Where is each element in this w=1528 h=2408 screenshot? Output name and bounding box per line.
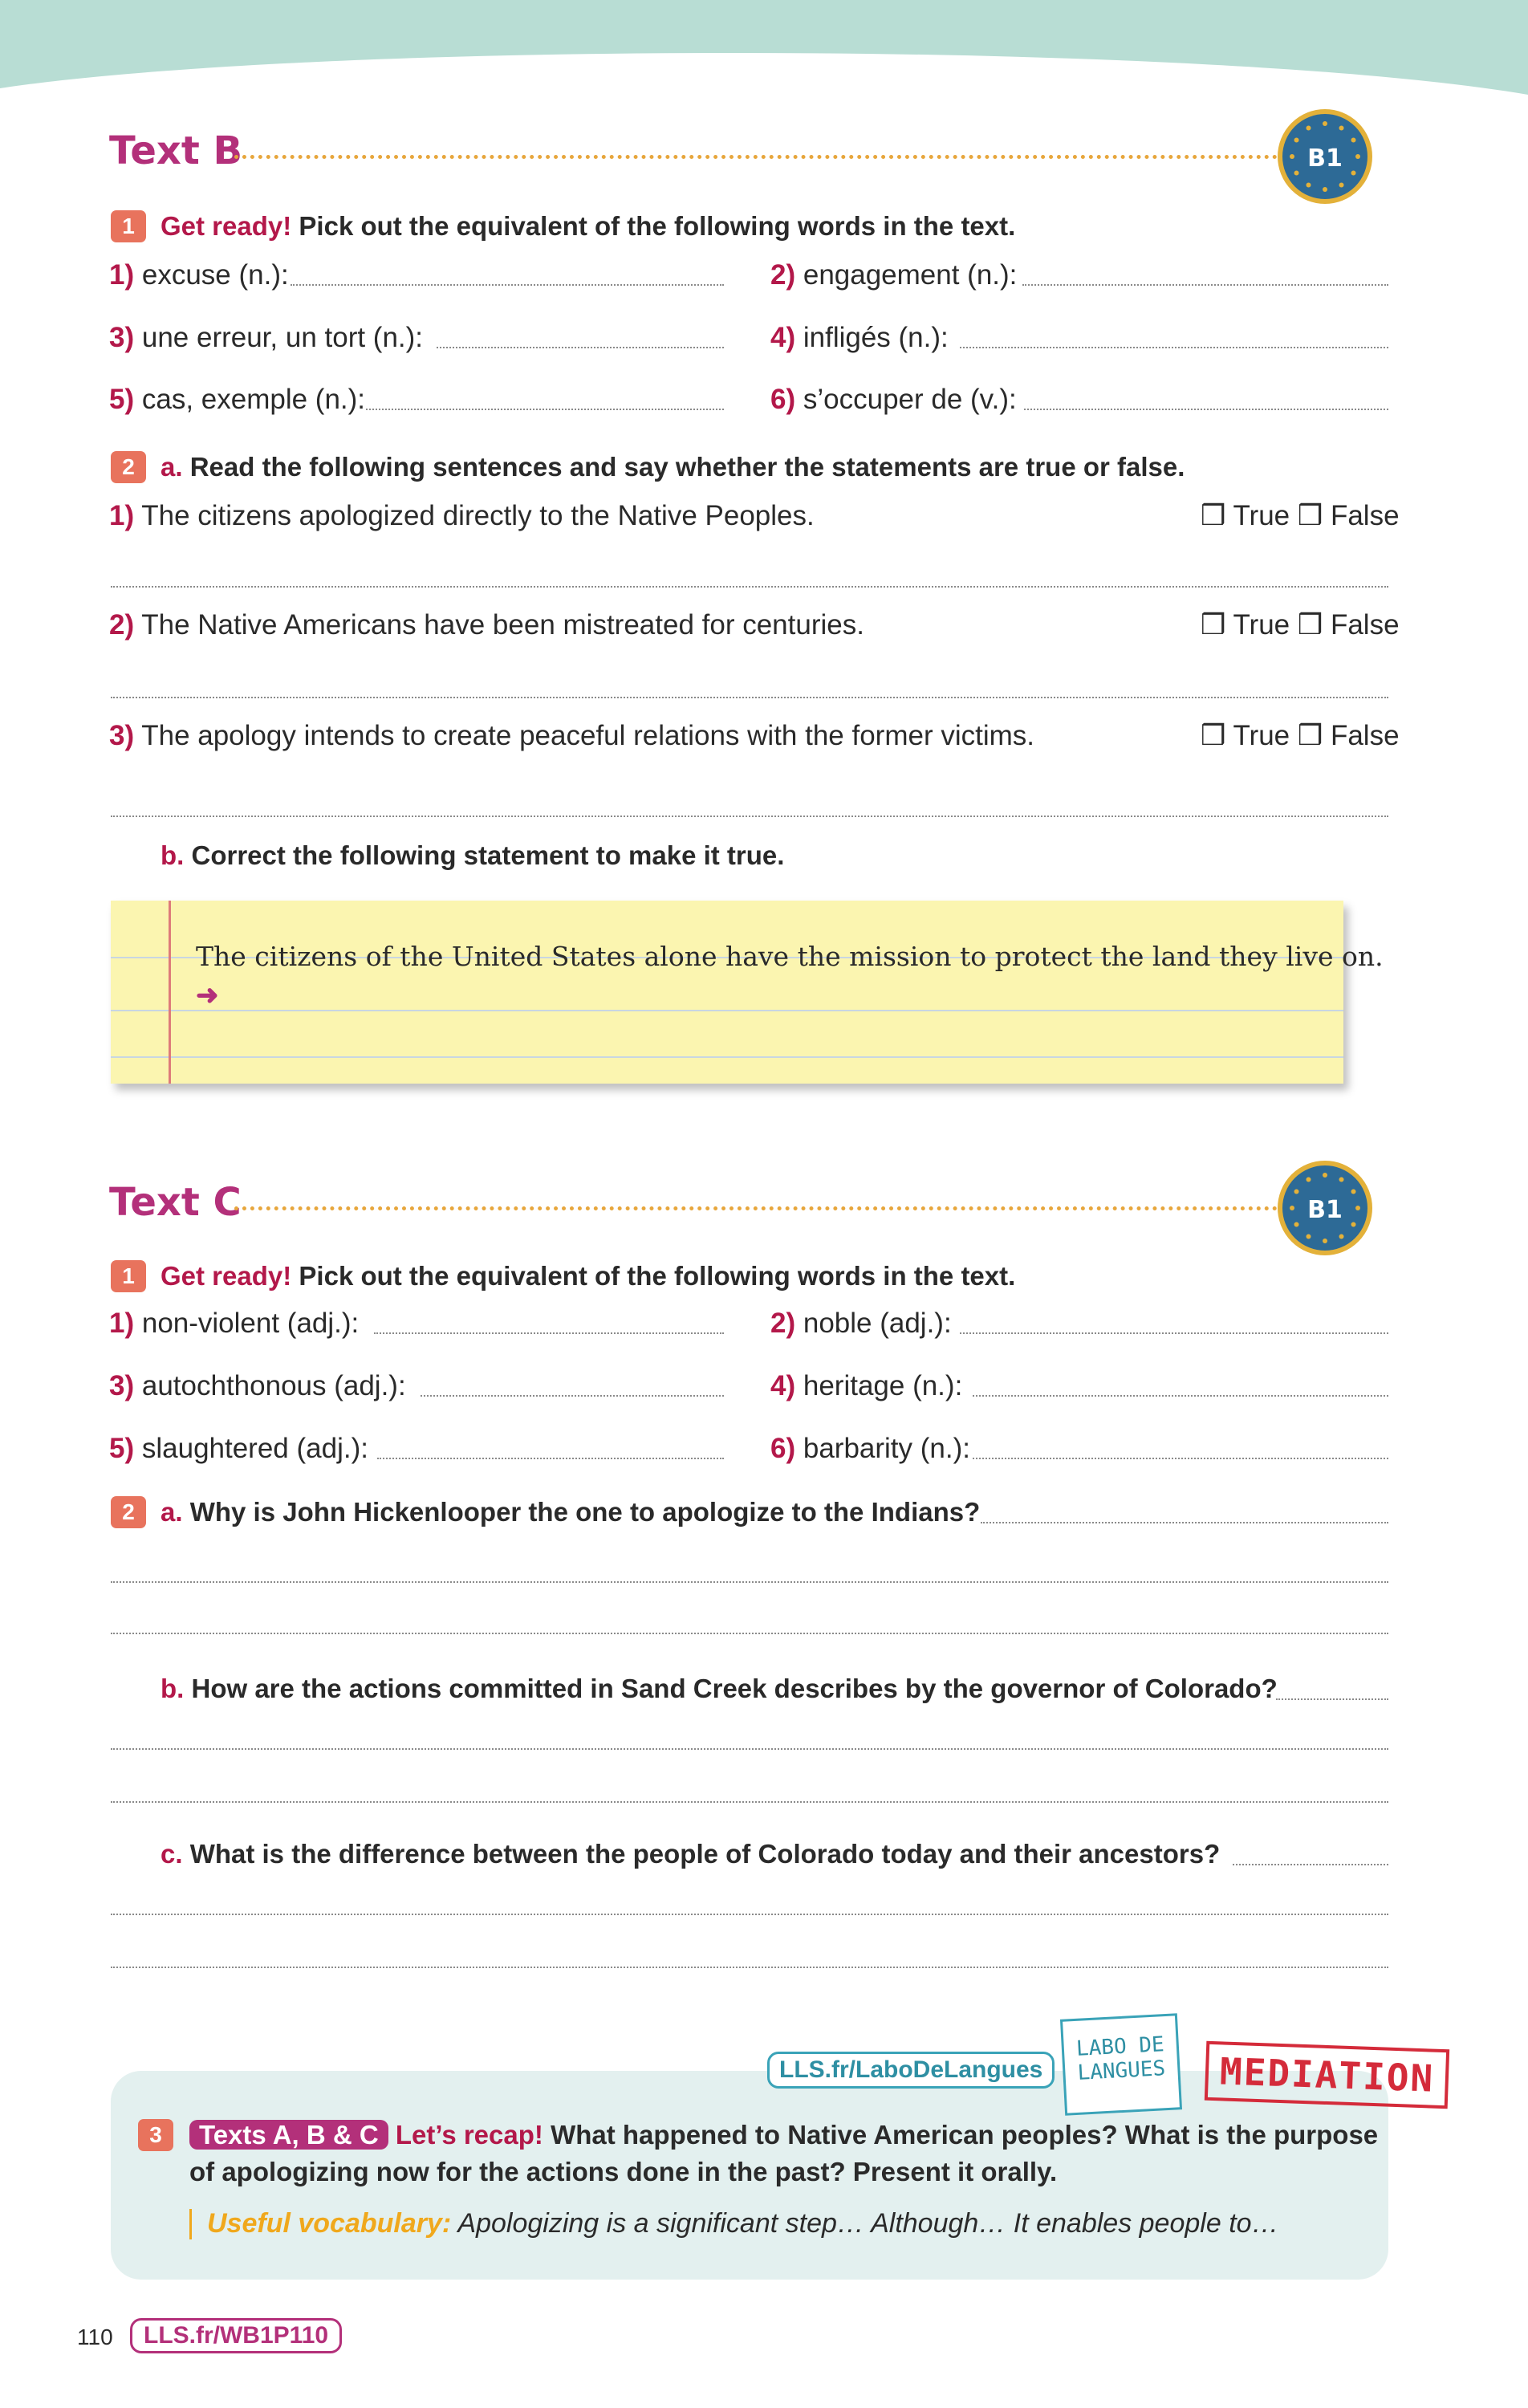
- exercise-number: 1: [111, 210, 146, 242]
- vocab-item: 5) slaughtered (adj.):: [109, 1433, 368, 1464]
- answer-line[interactable]: [973, 1458, 1388, 1459]
- text-c-title: Text C: [109, 1180, 242, 1225]
- texts-tag: Texts A, B & C: [189, 2120, 388, 2150]
- exercise-instruction: a. Read the following sentences and say whether the statements are true or false.: [161, 452, 1185, 482]
- exercise-question: b. How are the actions committed in Sand Creek describes by the governor of Colorado?: [161, 1674, 1278, 1703]
- answer-line[interactable]: [1233, 1864, 1388, 1865]
- answer-line[interactable]: [374, 1332, 724, 1334]
- statement: 3) The apology intends to create peaceful relations with the former victims.: [109, 720, 1034, 751]
- exercise-question: a. Why is John Hickenlooper the one to apologize to the Indians?: [161, 1497, 981, 1527]
- answer-line[interactable]: [960, 347, 1388, 348]
- answer-line[interactable]: [111, 1967, 1388, 1968]
- answer-line[interactable]: [437, 347, 724, 348]
- page-link[interactable]: LLS.fr/WB1P110: [130, 2318, 342, 2353]
- vocab-item: 5) cas, exemple (n.):: [109, 384, 366, 415]
- level-label: B1: [1307, 144, 1343, 173]
- vocab-item: 1) excuse (n.):: [109, 259, 289, 291]
- recap-instruction: Texts A, B & C Let’s recap! What happened to Native American peoples? What is the purpose: [189, 2117, 1378, 2153]
- labo-de-langues-link[interactable]: LLS.fr/LaboDeLangues: [767, 2052, 1055, 2089]
- labo-de-langues-logo: LABO DE LANGUES: [1060, 2013, 1182, 2115]
- exercise-instruction: b. Correct the following statement to make it true.: [161, 840, 785, 870]
- vocab-marker: [189, 2209, 192, 2239]
- answer-line[interactable]: [111, 1633, 1388, 1634]
- level-label: B1: [1307, 1196, 1343, 1224]
- answer-line[interactable]: [111, 1748, 1388, 1750]
- statement-to-correct: The citizens of the United States alone have the mission to protect the land they live on.: [196, 941, 1384, 972]
- text-b-title: Text B: [109, 128, 243, 173]
- arrow-right-icon: ➜: [196, 980, 219, 1011]
- exercise-number: 2: [111, 1496, 146, 1528]
- vocab-item: 2) noble (adj.):: [770, 1308, 952, 1339]
- level-badge: [1278, 1161, 1372, 1255]
- page-number: 110: [77, 2325, 113, 2349]
- exercise-number: 1: [111, 1260, 146, 1292]
- mediation-stamp: MEDIATION: [1205, 2041, 1450, 2109]
- vocab-item: 1) non-violent (adj.):: [109, 1308, 360, 1339]
- answer-line[interactable]: [421, 1395, 724, 1397]
- vocab-item: 6) s’occuper de (v.):: [770, 384, 1017, 415]
- answer-line[interactable]: [366, 409, 724, 410]
- answer-line[interactable]: [377, 1458, 724, 1459]
- vocab-item: 3) une erreur, un tort (n.):: [109, 322, 424, 353]
- true-false-checkboxes[interactable]: ❒ True ❒ False: [1201, 720, 1400, 751]
- answer-line[interactable]: [111, 697, 1388, 698]
- title-dotted-rule: [234, 155, 1278, 159]
- answer-line[interactable]: [291, 284, 724, 286]
- answer-line[interactable]: [981, 1522, 1388, 1523]
- statement: 2) The Native Americans have been mistreated for centuries.: [109, 609, 864, 641]
- recap-instruction-line-2: of apologizing now for the actions done in the past? Present it orally.: [189, 2157, 1058, 2186]
- vocab-item: 2) engagement (n.):: [770, 259, 1018, 291]
- instruction-text: Pick out the equivalent of the following words in the text.: [299, 211, 1016, 241]
- exercise-instruction: [161, 210, 1015, 242]
- useful-vocabulary: Useful vocabulary: Apologizing is a significant step… Although… It enables people to…: [207, 2208, 1279, 2239]
- answer-line[interactable]: [960, 1332, 1388, 1334]
- answer-line[interactable]: [973, 1395, 1388, 1397]
- answer-line[interactable]: [1276, 1698, 1388, 1700]
- answer-line[interactable]: [111, 1801, 1388, 1803]
- vocab-item: 4) heritage (n.):: [770, 1370, 963, 1401]
- statement: 1) The citizens apologized directly to the Native Peoples.: [109, 500, 815, 531]
- answer-line[interactable]: [111, 1581, 1388, 1583]
- level-badge: [1278, 109, 1372, 204]
- answer-line[interactable]: [111, 816, 1388, 817]
- title-dotted-rule: [234, 1206, 1278, 1210]
- vocab-item: 6) barbarity (n.):: [770, 1433, 970, 1464]
- top-decorative-band: [0, 0, 1528, 104]
- instruction-label: Get ready!: [161, 211, 292, 241]
- true-false-checkboxes[interactable]: ❒ True ❒ False: [1201, 500, 1400, 531]
- answer-line[interactable]: [1022, 284, 1388, 286]
- answer-line[interactable]: [111, 1914, 1388, 1915]
- exercise-question: c. What is the difference between the people of Colorado today and their ancestors?: [161, 1839, 1221, 1869]
- answer-line[interactable]: [111, 586, 1388, 588]
- exercise-instruction: Get ready! Pick out the equivalent of the following words in the text.: [161, 1261, 1016, 1291]
- exercise-number: 2: [111, 451, 146, 483]
- notepad-correction-box[interactable]: [111, 901, 1384, 1084]
- true-false-checkboxes[interactable]: ❒ True ❒ False: [1201, 609, 1400, 641]
- exercise-number: 3: [138, 2119, 173, 2151]
- vocab-item: 3) autochthonous (adj.):: [109, 1370, 406, 1401]
- vocab-item: 4) infligés (n.):: [770, 322, 949, 353]
- answer-line[interactable]: [1024, 409, 1388, 410]
